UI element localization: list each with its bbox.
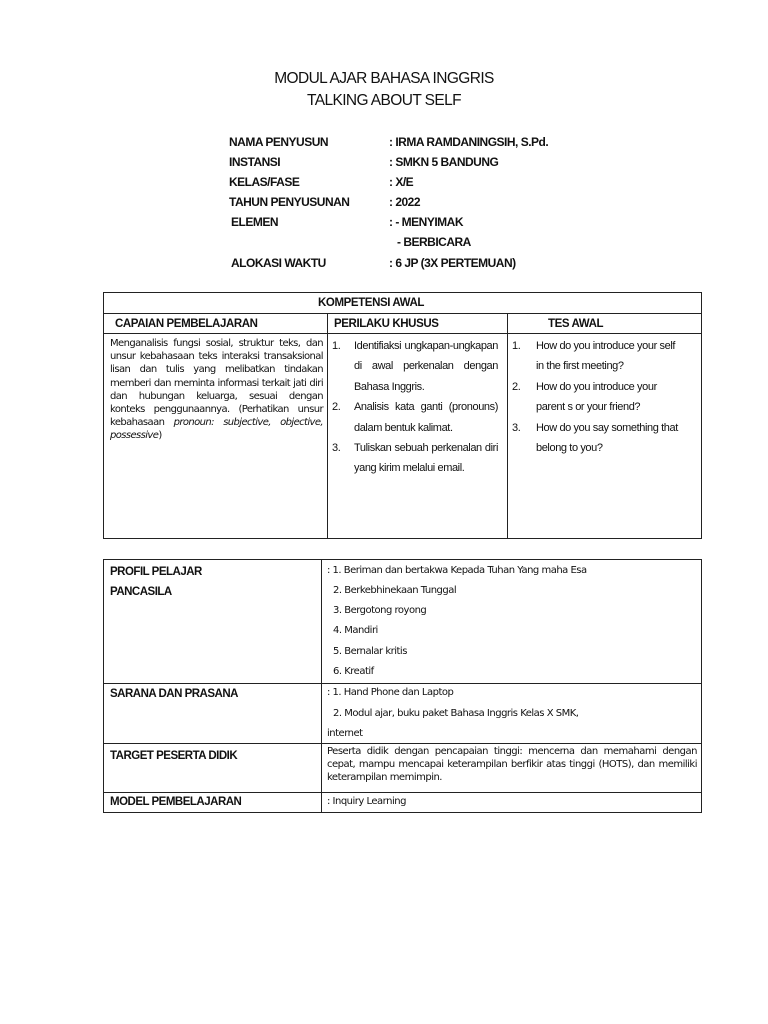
meta-key: NAMA PENYUSUN (229, 135, 329, 149)
target-text: Peserta didik dengan pencapaian tinggi: mencerna dan memahami dengan cepat, mampu mencapai keterampilan berfikir atas tinggi (HOTS), dan memiliki keterampilan memimpin. (327, 746, 697, 783)
meta-key: TAHUN PENYUSUNAN (229, 195, 350, 209)
meta-value: : IRMA RAMDANINGSIH, S.Pd. (389, 135, 549, 149)
profil-label: PROFIL PELAJAR (110, 566, 202, 578)
model-label: MODEL PEMBELAJARAN (110, 796, 242, 808)
meta-key: INSTANSI (229, 155, 281, 169)
sarana-item: 2. Modul ajar, buku paket Bahasa Inggris Kelas X SMK, (333, 708, 579, 719)
row-divider (104, 792, 701, 793)
profil-item: 4. Mandiri (333, 625, 378, 636)
row-divider (104, 743, 701, 744)
column-header-perilaku: PERILAKU KHUSUS (334, 318, 439, 330)
column-header-capaian: CAPAIAN PEMBELAJARAN (115, 318, 258, 330)
profil-item: 5. Bernalar kritis (333, 646, 407, 657)
capaian-text: Menganalisis fungsi sosial, struktur teks, dan unsur kebahasaan teks interaksi transaksional lisan dan tulis yang melibatkan tindakan memberi dan meminta informasi terkait jati diri dan hubungan keluarga, sesuai dengan konteks penggunaannya. (Perhatikan unsur kebahasaan pronoun: subjective, objective, possessive) (110, 338, 323, 442)
meta-value: : 6 JP (3X PERTEMUAN) (389, 256, 516, 270)
tes-list (512, 336, 684, 458)
profil-item: 2. Berkebhinekaan Tunggal (333, 585, 457, 596)
sarana-item: : 1. Hand Phone dan Laptop (327, 687, 454, 698)
list-item: 3. Tuliskan sebuah perkenalan diri yang kirim melalui email. (332, 442, 498, 475)
sarana-label: SARANA DAN PRASANA (110, 688, 238, 700)
column-divider (321, 560, 322, 812)
profil-item: : 1. Beriman dan bertakwa Kepada Tuhan Yang maha Esa (327, 565, 587, 576)
list-item: 3. How do you say something that belong to you? (512, 421, 678, 455)
meta-value: : - MENYIMAK (389, 215, 463, 229)
profil-table (103, 559, 702, 813)
meta-value: : X/E (389, 175, 414, 189)
list-item: 2. How do you introduce your parent s or your friend? (512, 380, 657, 414)
meta-key: KELAS/FASE (229, 175, 300, 189)
profil-item: 3. Bergotong royong (333, 605, 427, 616)
sarana-item: internet (327, 728, 363, 739)
meta-key: ALOKASI WAKTU (231, 256, 326, 270)
document-title: MODUL AJAR BAHASA INGGRIS (274, 70, 494, 87)
row-divider (104, 313, 701, 314)
perilaku-list (332, 336, 498, 479)
meta-value: - BERBICARA (397, 235, 471, 249)
list-item: 2. Analisis kata ganti (pronouns) dalam bentuk kalimat. (332, 401, 498, 434)
meta-value: : SMKN 5 BANDUNG (389, 155, 499, 169)
row-divider (104, 683, 701, 684)
profil-label: PANCASILA (110, 586, 172, 598)
profil-item: 6. Kreatif (333, 666, 374, 677)
meta-value: : 2022 (389, 195, 421, 209)
document-subtitle: TALKING ABOUT SELF (306, 92, 461, 109)
model-value: : Inquiry Learning (327, 796, 406, 807)
kompetensi-table (103, 292, 702, 539)
column-divider (507, 313, 508, 538)
meta-key: ELEMEN (231, 215, 279, 229)
kompetensi-heading: KOMPETENSI AWAL (318, 297, 425, 309)
column-header-tes: TES AWAL (548, 318, 604, 330)
target-label: TARGET PESERTA DIDIK (110, 750, 238, 762)
row-divider (104, 333, 701, 334)
capaian-italic: pronoun: subjective, objective, possessive (110, 417, 323, 442)
column-divider (327, 313, 328, 538)
list-item: 1. How do you introduce your self in the first meeting? (512, 340, 676, 373)
list-item: 1. Identifiaksi ungkapan-ungkapan di awal perkenalan dengan Bahasa Inggris. (332, 340, 498, 393)
